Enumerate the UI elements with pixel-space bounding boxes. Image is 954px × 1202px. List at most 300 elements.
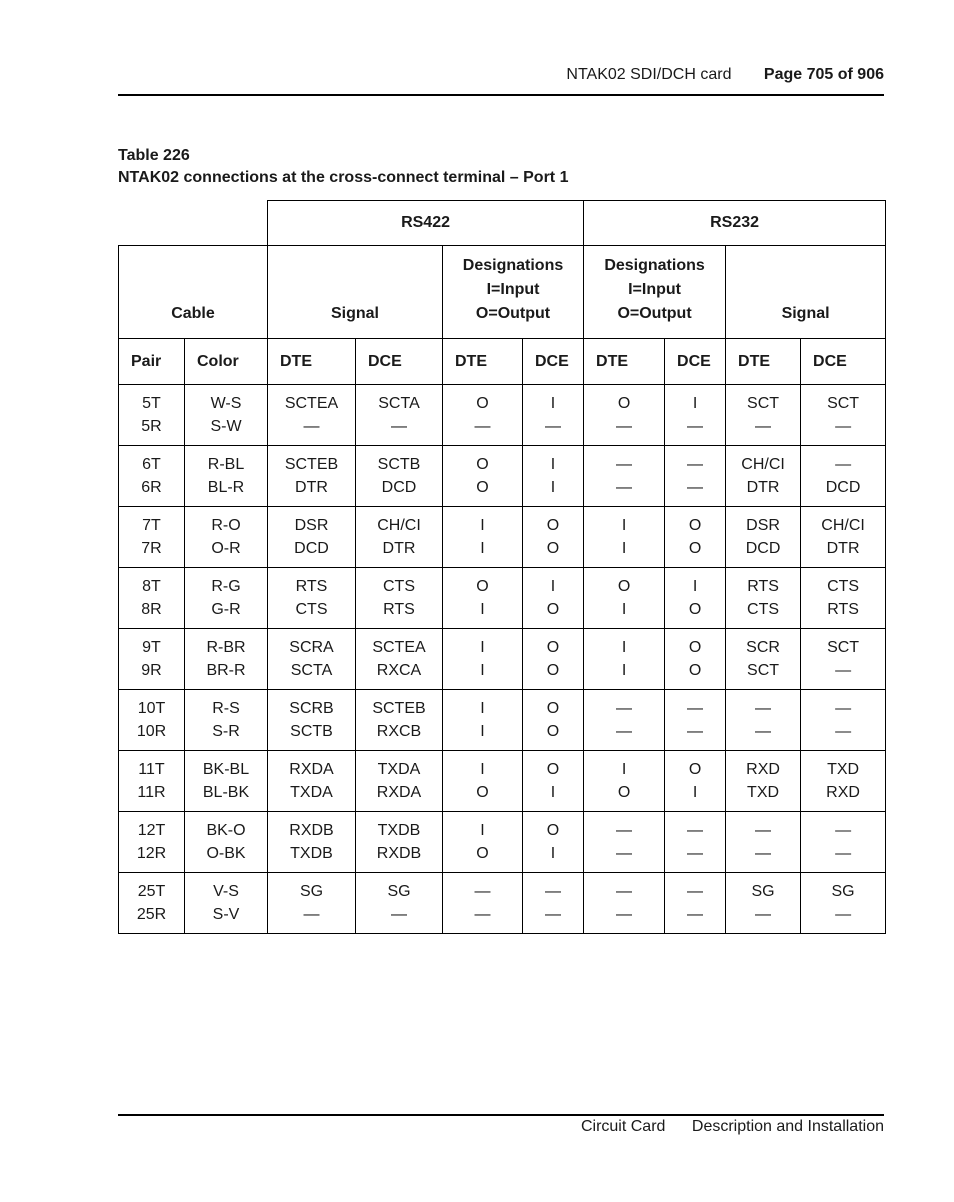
cell-value: SCT [827,395,860,412]
table-row [119,751,886,812]
empty-corner-cell [119,201,268,246]
column-header-row [119,339,886,385]
cell-value: RXD [746,761,780,778]
table-row [119,873,886,934]
table-cell [584,812,665,873]
table-cell [726,812,801,873]
table-cell [801,690,886,751]
table-cell [185,568,268,629]
cell-value: I [480,601,485,618]
cell-value: — [303,418,320,435]
cell-value: 11R [137,784,166,801]
table-cell [119,629,185,690]
cell-value: DSR [294,517,329,534]
table-cell [584,507,665,568]
cell-value: BL-R [207,479,245,496]
cell-value: — [616,723,633,740]
table-cell [801,385,886,446]
cell-value: DTR [746,479,780,496]
cell-value: O [688,639,702,656]
table-cell [185,507,268,568]
table-cell [119,385,185,446]
table-row [119,629,886,690]
cell-value: I [621,662,627,679]
output-legend: O=Output [617,305,692,322]
table-cell [726,629,801,690]
cell-value: — [474,883,491,900]
table-cell [801,873,886,934]
table-cell [665,446,726,507]
cell-value: I [692,784,698,801]
cell-value: I [480,822,485,839]
cell-value: — [474,906,491,923]
cell-value: RTS [383,601,415,618]
cell-value: O-BK [206,845,246,862]
table-cell [801,751,886,812]
cell-value: 10R [136,723,167,740]
table-cell [726,690,801,751]
connections-table [118,200,886,934]
table-cell [665,751,726,812]
table-cell [523,629,584,690]
subgroup-header-row [119,246,886,339]
footer-left-text: Circuit Card [580,1118,666,1135]
table-row [119,446,886,507]
table-cell [443,751,523,812]
footer-rule [118,1114,884,1116]
cell-value: I [621,761,627,778]
cell-value: O [476,845,489,862]
cell-value: TXDB [377,822,421,839]
cell-value: O [617,395,631,412]
table-cell [523,812,584,873]
cell-value: SCRB [289,700,334,717]
cell-value: 12T [137,822,166,839]
cell-value: I [480,761,485,778]
table-cell [665,568,726,629]
cell-value: TXDA [290,784,333,801]
cell-value: CTS [827,578,860,595]
table-cell [584,568,665,629]
cell-value: I [480,517,485,534]
cell-value: I [550,784,556,801]
table-cell [726,385,801,446]
output-legend: O=Output [475,305,551,322]
table-cell [523,751,584,812]
table-cell [726,446,801,507]
cell-value: SCTEB [284,456,339,473]
table-cell [119,446,185,507]
cell-value: 25R [136,906,167,923]
cell-value: — [687,700,704,717]
cell-value: — [687,883,704,900]
cell-value: — [835,906,852,923]
table-cell [119,568,185,629]
cell-value: SCTB [290,723,333,740]
cell-value: RXD [826,784,860,801]
cell-value: O [546,517,560,534]
cell-value: RTS [827,601,859,618]
cell-value: RTS [295,578,328,595]
table-cell [584,629,665,690]
table-cell [356,446,443,507]
table-cell [801,629,886,690]
table-cell [268,873,356,934]
cell-value: O [476,479,489,496]
table-cell [185,629,268,690]
cell-value: DCD [294,540,329,557]
cell-value: S-W [210,418,242,435]
table-cell [665,507,726,568]
group-header-row [119,201,886,246]
table-cell [726,873,801,934]
cell-value: — [616,456,633,473]
table-row [119,812,886,873]
cell-value: O [476,395,489,412]
column-header-rs422-signal-dte: DTE [268,339,356,385]
cell-value: SCT [747,662,780,679]
cell-value: — [616,845,633,862]
cell-value: — [391,418,407,435]
table-cell [356,812,443,873]
table-cell [119,507,185,568]
cell-value: 6R [141,479,162,496]
table-cell [523,446,584,507]
cell-value: I [550,456,556,473]
cell-value: — [545,418,562,435]
table-cell [268,507,356,568]
column-header-rs422-signal-dce: DCE [356,339,443,385]
cell-value: R-G [211,578,241,595]
cell-value: I [480,662,485,679]
cell-value: — [616,906,633,923]
document-title: NTAK02 SDI/DCH card [566,66,732,83]
cell-value: TXDA [377,761,421,778]
cell-value: 12R [136,845,167,862]
cell-value: R-O [211,517,241,534]
cell-value: I [692,395,698,412]
cell-value: O [688,761,702,778]
table-cell [268,629,356,690]
cell-value: TXD [747,784,780,801]
cell-value: — [835,845,852,862]
rs422-designations-header [443,246,584,339]
table-cell [119,751,185,812]
table-cell [584,446,665,507]
cell-value: G-R [211,601,241,618]
column-header-rs422-designation-dce: DCE [523,339,584,385]
page-footer [581,1118,884,1136]
cell-value: DSR [746,517,780,534]
cell-value: I [480,723,485,740]
cell-value: SG [387,883,411,900]
cell-value: O [476,578,489,595]
cell-value: 10T [137,700,166,717]
cell-value: — [545,906,562,923]
table-cell [801,507,886,568]
table-cell [584,873,665,934]
rs232-designations-header [584,246,726,339]
table-cell [443,385,523,446]
cell-value: I [621,540,627,557]
cell-value: I [550,845,556,862]
table-cell [523,568,584,629]
column-header-rs232-signal-dte: DTE [726,339,801,385]
cell-value: BR-R [206,662,246,679]
table-cell [185,446,268,507]
cell-value: — [303,906,320,923]
cell-value: S-V [212,906,240,923]
table-cell [801,446,886,507]
table-cell [584,385,665,446]
table-cell [356,507,443,568]
cell-value: 7T [142,517,161,534]
cell-value: — [755,700,772,717]
table-cell [443,812,523,873]
table-cell [268,751,356,812]
cell-value: 25T [137,883,166,900]
cell-value: I [621,517,627,534]
table-cell [185,873,268,934]
cell-value: 8T [142,578,161,595]
table-cell [665,873,726,934]
table-cell [185,751,268,812]
cell-value: I [480,540,485,557]
table-cell [584,751,665,812]
cell-value: O [688,662,702,679]
table-cell [356,751,443,812]
table-cell [268,385,356,446]
table-cell [665,385,726,446]
cell-value: — [616,883,633,900]
table-cell [726,507,801,568]
cell-value: V-S [213,883,239,900]
table-cell [443,568,523,629]
cell-value: CTS [295,601,328,618]
cell-value: — [687,845,704,862]
designations-label: Designations [604,257,705,274]
page-number: Page 705 of 906 [763,66,884,83]
cell-value: R-BR [206,639,246,656]
cell-value: O [546,639,560,656]
cell-value: — [391,906,407,923]
cell-value: SCTEA [284,395,339,412]
cell-value: CTS [383,578,415,595]
cell-value: — [687,906,704,923]
cell-value: DCD [825,479,861,496]
cell-value: — [755,906,772,923]
cell-value: W-S [210,395,242,412]
table-cell [356,690,443,751]
table-cell [268,690,356,751]
cell-value: I [550,395,556,412]
cell-value: TXD [827,761,860,778]
cell-value: SG [751,883,775,900]
cell-value: 11T [138,761,165,778]
table-cell [268,446,356,507]
designations-label: Designations [462,257,564,274]
cell-value: I [621,601,627,618]
table-cell [356,873,443,934]
table-cell [185,812,268,873]
column-header-color: Color [185,339,268,385]
cell-value: SCT [747,395,780,412]
cell-value: — [835,418,852,435]
table-cell [443,873,523,934]
cell-value: O [617,784,631,801]
cell-value: R-BL [207,456,245,473]
cell-value: O [546,761,560,778]
cell-value: — [835,723,852,740]
cell-value: BL-BK [202,784,250,801]
table-cell [356,629,443,690]
cell-value: BK-O [206,822,246,839]
footer-right-text: Description and Installation [691,1118,884,1135]
cell-value: — [545,883,562,900]
cell-value: — [687,723,704,740]
cable-header: Cable [119,246,268,339]
column-header-rs232-designation-dte: DTE [584,339,665,385]
rs232-signal-header: Signal [726,246,886,339]
cell-value: SCTA [290,662,333,679]
table-cell [726,568,801,629]
table-cell [584,690,665,751]
table-cell [443,629,523,690]
cell-value: RXCA [376,662,422,679]
table-cell [665,812,726,873]
table-cell [726,751,801,812]
table-body [119,385,886,934]
table-cell [119,812,185,873]
cell-value: — [687,418,704,435]
cell-value: — [755,723,772,740]
cell-value: RXDA [289,761,334,778]
cell-value: BK-BL [202,761,250,778]
cell-value: — [835,700,852,717]
cell-value: SCTEB [372,700,426,717]
page-header [118,64,884,96]
cell-value: 9T [142,639,161,656]
cell-value: O [546,662,560,679]
column-header-pair: Pair [119,339,185,385]
column-header-rs232-designation-dce: DCE [665,339,726,385]
table-cell [356,568,443,629]
cell-value: S-R [212,723,240,740]
cell-value: I [550,578,556,595]
table-cell [119,690,185,751]
cell-value: O [546,601,560,618]
table-caption [118,145,568,189]
cell-value: O [688,540,702,557]
cell-value: 5T [142,395,161,412]
cell-value: 6T [142,456,161,473]
table-cell [443,690,523,751]
input-legend: I=Input [486,281,540,298]
table-row [119,507,886,568]
table-cell [801,812,886,873]
cell-value: — [616,479,633,496]
cell-value: 5R [141,418,162,435]
cell-value: SCT [827,639,860,656]
cell-value: O [546,822,560,839]
cell-value: O-R [211,540,241,557]
cell-value: SG [299,883,324,900]
cell-value: RTS [747,578,779,595]
cell-value: RXDB [289,822,334,839]
cell-value: CH/CI [821,517,865,534]
cell-value: DTR [826,540,860,557]
cell-value: DCD [381,479,417,496]
cell-value: I [550,479,556,496]
cell-value: I [692,578,698,595]
cell-value: — [687,456,704,473]
cell-value: 8R [141,601,162,618]
table-cell [119,873,185,934]
cell-value: O [546,540,560,557]
cell-value: I [480,639,485,656]
table-cell [523,507,584,568]
table-row [119,690,886,751]
table-cell [443,507,523,568]
cell-value: TXDB [290,845,333,862]
cell-value: 9R [141,662,162,679]
header-text [566,66,884,84]
cell-value: RXDB [376,845,422,862]
cell-value: DTR [295,479,328,496]
cell-value: — [687,822,704,839]
table-cell [185,690,268,751]
cell-value: — [755,418,772,435]
cell-value: SCTB [377,456,421,473]
cell-value: RXDA [376,784,422,801]
cell-value: — [616,418,633,435]
table-cell [523,385,584,446]
cell-value: O [688,517,702,534]
cell-value: O [617,578,631,595]
cell-value: 7R [141,540,162,557]
input-legend: I=Input [628,281,681,298]
cell-value: O [476,456,489,473]
rs232-header: RS232 [584,201,886,246]
cell-value: — [835,456,852,473]
table-title: NTAK02 connections at the cross-connect terminal – Port 1 [118,169,569,186]
table-number: Table 226 [118,147,190,164]
cell-value: R-S [212,700,240,717]
cell-value: DTR [382,540,416,557]
table-cell [523,690,584,751]
cell-value: O [476,784,489,801]
column-header-rs422-designation-dte: DTE [443,339,523,385]
table-cell [523,873,584,934]
table-cell [185,385,268,446]
cell-value: — [835,662,852,679]
cell-value: SCTEA [372,639,426,656]
cell-value: CH/CI [741,456,785,473]
cell-value: — [755,845,772,862]
cell-value: I [621,639,627,656]
cell-value: CTS [747,601,780,618]
cell-value: SCR [746,639,780,656]
table-cell [356,385,443,446]
cell-value: O [546,700,560,717]
table-cell [443,446,523,507]
column-header-rs232-signal-dce: DCE [801,339,886,385]
cell-value: O [688,601,702,618]
cell-value: — [687,479,704,496]
cell-value: — [616,822,633,839]
table-cell [665,690,726,751]
table-cell [801,568,886,629]
